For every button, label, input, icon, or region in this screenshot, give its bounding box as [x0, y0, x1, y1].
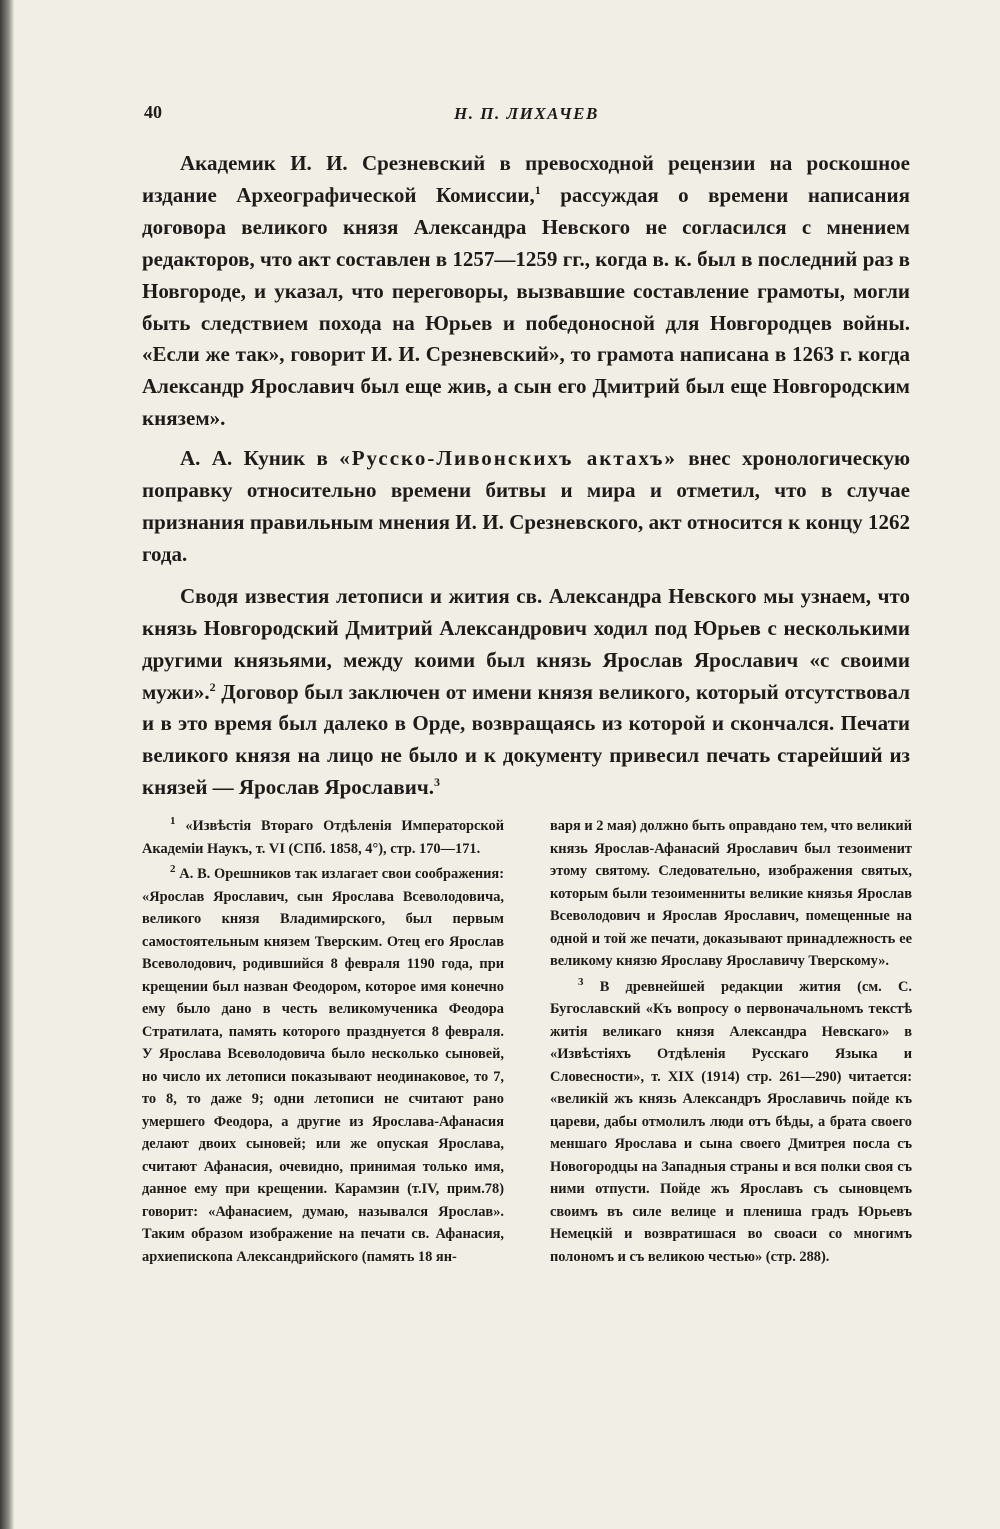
footnote-2-continued	[550, 815, 912, 973]
footnote-3	[550, 976, 912, 1269]
footnote-2-continued-text: варя и 2 мая) должно быть оправдано тем, что великий князь Ярослав-Афанасий Ярославич был тезоименит этому святому. Следовательно, изображения святых, которым были тезоименниты великие князья Ярослав Всеволодович и Ярослав Ярославич, помещенные на одной и той же печати, доказывают принадлежность ее великому князю Ярославу Ярославичу Тверскому».	[550, 818, 912, 969]
footnote-3-text: В древнейшей редакции жития (см. С. Бугославский «Къ вопросу о первоначальномъ текстѣ житія великаго князя Александра Невскаго» в «Извѣстіяхъ Отдѣленія Русскаго Языка и Словесности», т. XIX (1914) стр. 261—290) читается: «великій жъ князь Александръ Ярославичь пойде къ цареви, дабы отмолилъ люди отъ бѣды, а брата своего меншаго Ярослава и сына своего Дмитрея посла съ Новогородцы на Западныя страны и вся полки своя съ ними отпусти. Пойде жъ Ярославъ съ сыновцемъ своимъ въ силе велице и плениша градъ Юрьевъ Немецкій и возвратишася во своаси со многимъ полономъ и съ великою честью» (стр. 288).	[550, 978, 912, 1265]
paragraph-1	[142, 148, 910, 435]
paragraph-3-text-b: Договор был заключен от имени князя великого, который отсутствовал и в это время был далеко в Орде, возвращаясь из которой и скончался. Печати великого князя на лицо не было и к документу привесил печать старейший из князей — Ярослав Ярославич.	[142, 679, 910, 800]
paragraph-2-text-b: внес хронологическую поправку относительно времени битвы и мира и отметил, что в случае признания правильным мнения И. И. Срезневского, акт относится к концу 1262 года.	[142, 446, 910, 566]
footnote-ref-2: 2	[209, 679, 216, 694]
footnote-2-number: 2	[170, 863, 176, 876]
paragraph-1-text-b: рассуждая о времени написания договора великого князя Александра Невского не согласился с мнением редакторов, что акт составлен в 1257—1259 гг., когда в. к. был в последний раз в Новгороде, и указал, что переговоры, вызвавшие составление грамоты, могли быть следствием похода на Юрьев и победоносной для Новгородцев войны. «Если же так», говорит И. И. Срезневский», то грамота написана в 1263 г. когда Александр Ярославич был еще жив, а сын его Дмитрий был еще Новгородским князем».	[142, 182, 910, 431]
footnote-ref-1: 1	[534, 182, 541, 197]
paragraph-1-text-a: Академик И. И. Срезневский в превосходной рецензии на роскошное издание Археографической Комиссии,	[142, 151, 910, 207]
footnote-1-text: «Извѣстія Втораго Отдѣленія Императорской Академіи Наукъ, т. VI (СПб. 1858, 4°), стр. 170—171.	[142, 818, 504, 857]
paragraph-3	[142, 581, 910, 804]
paragraph-2-text-a: А. А. Куник в	[180, 446, 340, 471]
main-text	[142, 148, 910, 812]
page-header	[144, 100, 914, 132]
page-number: 40	[144, 102, 162, 122]
footnote-column-right	[550, 815, 912, 1271]
footnote-2-text: А. В. Орешников так излагает свои соображения: «Ярослав Ярославич, сын Ярослава Всеволодовича, великого князя Владимирского, был первым самостоятельным князем Тверским. Отец его Ярослав Всеволодович, родившийся 8 февраля 1190 года, при крещении был назван Феодором, которое имя конечно ему было дано в честь великомученика Феодора Стратилата, память которого празднуется 8 февраля. У Ярослава Всеволодовича было несколько сыновей, но число их летописи показывают неодинаковое, то 7, то 8, то даже 9; одни летописи не считают рано умершего Феодора, а другие из Ярослава-Афанасия делают двоих сыновей; или же опуская Ярослава, считают Афанасия, очевидно, принимая только имя, данное ему при крещении. Карамзин (т.IV, прим.78) говорит: «Афанасием, думаю, назывался Ярослав». Таким образом изображение на печати св. Афанасия, архиепископа Александрийского (память 18 ян-	[142, 866, 504, 1265]
footnote-1	[142, 815, 504, 860]
footnote-1-number: 1	[170, 815, 176, 828]
footnote-2	[142, 863, 504, 1268]
paragraph-3-text-a: Сводя известия летописи и жития св. Александра Невского мы узнаем, что князь Новгородский Дмитрий Александрович ходил под Юрьев с несколькими другими князьями, между коими был князь Ярослав Ярославич «с своими мужи».	[142, 583, 910, 704]
paragraph-2-title: «Русско-Ливонскихъ актахъ»	[339, 446, 677, 471]
binding-gutter	[0, 0, 14, 1529]
footnote-3-number: 3	[578, 975, 584, 988]
footnotes	[142, 815, 912, 1271]
running-title: Н. П. ЛИХАЧЕВ	[454, 104, 599, 123]
paragraph-2	[142, 443, 910, 571]
footnote-ref-3: 3	[433, 775, 440, 790]
footnote-column-left	[142, 815, 504, 1271]
